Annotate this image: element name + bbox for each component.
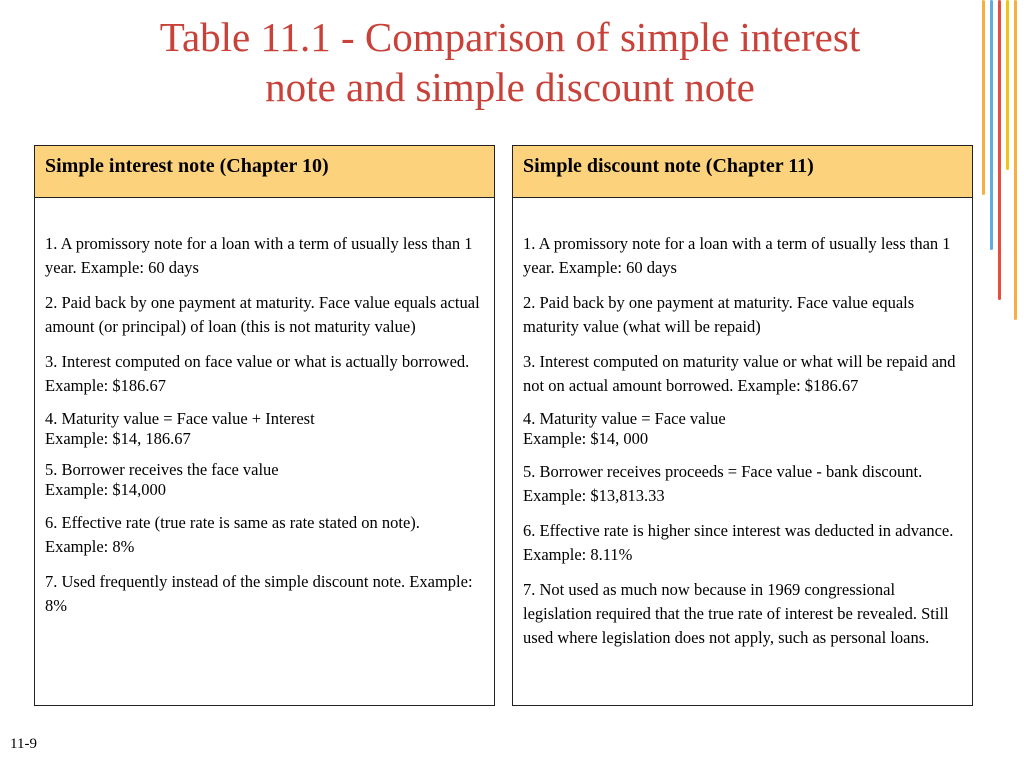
list-item: 5. Borrower receives proceeds = Face value - bank discount. Example: $13,813.33	[523, 462, 923, 505]
list-item: 1. A promissory note for a loan with a term of usually less than 1 year. Example: 60 days	[523, 234, 951, 277]
panel-header: Simple discount note (Chapter 11)	[513, 146, 972, 198]
list-item: 7. Used frequently instead of the simple discount note. Example: 8%	[45, 572, 473, 615]
stripe-red	[998, 0, 1001, 300]
list-item: 6. Effective rate (true rate is same as rate stated on note). Example: 8%	[45, 513, 420, 556]
stripe-blue	[990, 0, 993, 250]
list-item: 2. Paid back by one payment at maturity. Face value equals actual amount (or principal) of loan (this is not maturity value)	[45, 293, 480, 336]
list-item: 1. A promissory note for a loan with a term of usually less than 1 year. Example: 60 days	[45, 234, 473, 277]
list-item	[45, 460, 486, 500]
list-item: 2. Paid back by one payment at maturity. Face value equals maturity value (what will be repaid)	[523, 293, 915, 336]
stripe-orange-2	[1014, 0, 1017, 320]
panel-header: Simple interest note (Chapter 10)	[35, 146, 494, 198]
list-item: 3. Interest computed on face value or what is actually borrowed. Example: $186.67	[45, 352, 470, 395]
list-item: 7. Not used as much now because in 1969 congressional legislation required that the true rate of interest be revealed. Still used where legislation does not apply, such as personal loans.	[523, 580, 949, 647]
list-item: 6. Effective rate is higher since interest was deducted in advance. Example: 8.11%	[523, 521, 954, 564]
decorative-stripes	[980, 0, 1024, 330]
simple-interest-note-panel	[34, 145, 495, 706]
list-item-example: Example: $14, 000	[523, 429, 649, 448]
stripe-orange	[982, 0, 985, 195]
slide-number: 11-9	[10, 736, 37, 752]
stripe-yellow	[1006, 0, 1009, 170]
list-item	[523, 409, 964, 449]
list-item: 3. Interest computed on maturity value or what will be repaid and not on actual amount borrowed. Example: $186.67	[523, 352, 956, 395]
slide-title-line-1: Table 11.1 - Comparison of simple interest	[159, 14, 861, 60]
simple-discount-note-panel	[512, 145, 973, 706]
list-item-line: 4. Maturity value = Face value	[523, 409, 726, 428]
list-item-example: Example: $14,000	[45, 480, 166, 499]
slide-title-line-2: note and simple discount note	[265, 64, 755, 110]
slide-title	[60, 12, 960, 112]
list-item	[45, 409, 486, 449]
list-item-line: 4. Maturity value = Face value + Interest	[45, 409, 315, 428]
list-item-line: 5. Borrower receives the face value	[45, 460, 279, 479]
list-item-example: Example: $14, 186.67	[45, 429, 191, 448]
panel-body	[35, 198, 494, 618]
panel-body	[513, 198, 972, 650]
